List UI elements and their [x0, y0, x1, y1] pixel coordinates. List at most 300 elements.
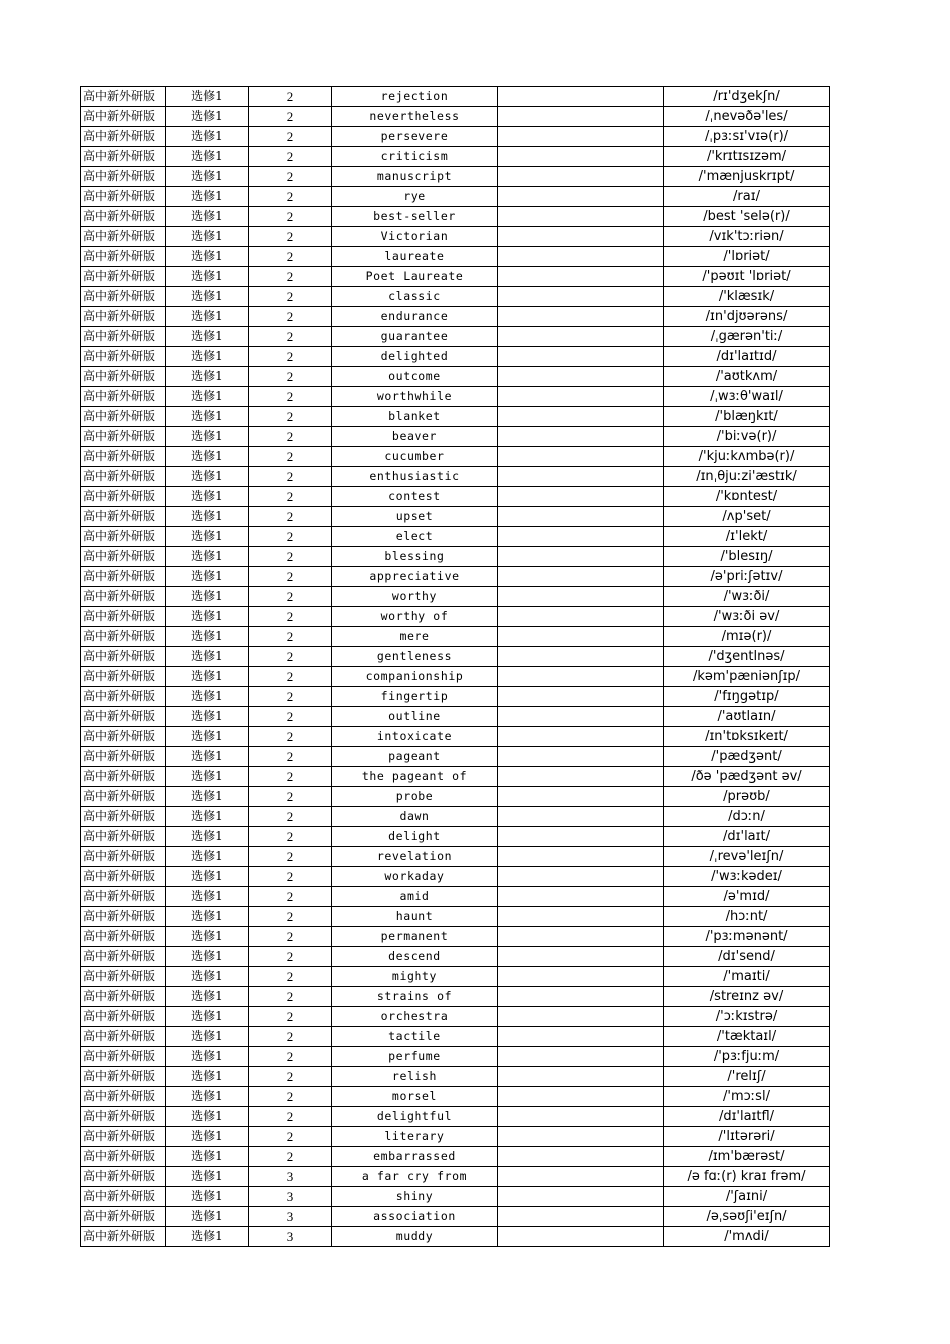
word-cell[interactable]: perfume [332, 1047, 498, 1067]
word-cell[interactable]: outline [332, 707, 498, 727]
edition-cell[interactable]: 高中新外研版 [81, 427, 166, 447]
word-cell[interactable]: elect [332, 527, 498, 547]
edition-cell[interactable]: 高中新外研版 [81, 547, 166, 567]
empty-cell[interactable] [498, 1047, 664, 1067]
empty-cell[interactable] [498, 647, 664, 667]
unit-cell[interactable]: 2 [249, 1127, 332, 1147]
edition-cell[interactable]: 高中新外研版 [81, 367, 166, 387]
word-cell[interactable]: worthwhile [332, 387, 498, 407]
edition-cell[interactable]: 高中新外研版 [81, 207, 166, 227]
phonetic-cell[interactable]: /'relɪʃ/ [664, 1067, 830, 1087]
word-cell[interactable]: descend [332, 947, 498, 967]
unit-cell[interactable]: 2 [249, 1027, 332, 1047]
phonetic-cell[interactable]: /mɪə(r)/ [664, 627, 830, 647]
module-cell[interactable]: 选修1 [166, 607, 249, 627]
module-cell[interactable]: 选修1 [166, 187, 249, 207]
unit-cell[interactable]: 2 [249, 1047, 332, 1067]
edition-cell[interactable]: 高中新外研版 [81, 1027, 166, 1047]
word-cell[interactable]: permanent [332, 927, 498, 947]
empty-cell[interactable] [498, 507, 664, 527]
phonetic-cell[interactable]: /'mʌdi/ [664, 1227, 830, 1247]
empty-cell[interactable] [498, 307, 664, 327]
empty-cell[interactable] [498, 547, 664, 567]
empty-cell[interactable] [498, 1147, 664, 1167]
empty-cell[interactable] [498, 1067, 664, 1087]
phonetic-cell[interactable]: /'krɪtɪsɪzəm/ [664, 147, 830, 167]
word-cell[interactable]: morsel [332, 1087, 498, 1107]
empty-cell[interactable] [498, 587, 664, 607]
edition-cell[interactable]: 高中新外研版 [81, 567, 166, 587]
edition-cell[interactable]: 高中新外研版 [81, 187, 166, 207]
phonetic-cell[interactable]: /'pəʊɪt 'lɒriət/ [664, 267, 830, 287]
empty-cell[interactable] [498, 787, 664, 807]
module-cell[interactable]: 选修1 [166, 427, 249, 447]
word-cell[interactable]: dawn [332, 807, 498, 827]
edition-cell[interactable]: 高中新外研版 [81, 1087, 166, 1107]
edition-cell[interactable]: 高中新外研版 [81, 1147, 166, 1167]
module-cell[interactable]: 选修1 [166, 567, 249, 587]
module-cell[interactable]: 选修1 [166, 787, 249, 807]
empty-cell[interactable] [498, 347, 664, 367]
module-cell[interactable]: 选修1 [166, 807, 249, 827]
unit-cell[interactable]: 2 [249, 327, 332, 347]
module-cell[interactable]: 选修1 [166, 1207, 249, 1227]
module-cell[interactable]: 选修1 [166, 547, 249, 567]
edition-cell[interactable]: 高中新外研版 [81, 1207, 166, 1227]
module-cell[interactable]: 选修1 [166, 387, 249, 407]
word-cell[interactable]: fingertip [332, 687, 498, 707]
module-cell[interactable]: 选修1 [166, 507, 249, 527]
empty-cell[interactable] [498, 87, 664, 107]
module-cell[interactable]: 选修1 [166, 707, 249, 727]
word-cell[interactable]: nevertheless [332, 107, 498, 127]
empty-cell[interactable] [498, 1187, 664, 1207]
empty-cell[interactable] [498, 167, 664, 187]
edition-cell[interactable]: 高中新外研版 [81, 487, 166, 507]
edition-cell[interactable]: 高中新外研版 [81, 727, 166, 747]
module-cell[interactable]: 选修1 [166, 407, 249, 427]
word-cell[interactable]: Victorian [332, 227, 498, 247]
phonetic-cell[interactable]: /prəʊb/ [664, 787, 830, 807]
unit-cell[interactable]: 3 [249, 1187, 332, 1207]
unit-cell[interactable]: 2 [249, 227, 332, 247]
empty-cell[interactable] [498, 187, 664, 207]
empty-cell[interactable] [498, 1127, 664, 1147]
phonetic-cell[interactable]: /'klæsɪk/ [664, 287, 830, 307]
phonetic-cell[interactable]: /dɪ'laɪtɪd/ [664, 347, 830, 367]
phonetic-cell[interactable]: /'aʊtkʌm/ [664, 367, 830, 387]
unit-cell[interactable]: 2 [249, 467, 332, 487]
edition-cell[interactable]: 高中新外研版 [81, 1047, 166, 1067]
module-cell[interactable]: 选修1 [166, 1187, 249, 1207]
edition-cell[interactable]: 高中新外研版 [81, 1127, 166, 1147]
unit-cell[interactable]: 2 [249, 887, 332, 907]
module-cell[interactable]: 选修1 [166, 747, 249, 767]
phonetic-cell[interactable]: /'wɜːkədeɪ/ [664, 867, 830, 887]
phonetic-cell[interactable]: /ə'mɪd/ [664, 887, 830, 907]
empty-cell[interactable] [498, 1207, 664, 1227]
module-cell[interactable]: 选修1 [166, 1047, 249, 1067]
empty-cell[interactable] [498, 367, 664, 387]
word-cell[interactable]: outcome [332, 367, 498, 387]
empty-cell[interactable] [498, 607, 664, 627]
word-cell[interactable]: criticism [332, 147, 498, 167]
word-cell[interactable]: relish [332, 1067, 498, 1087]
edition-cell[interactable]: 高中新外研版 [81, 87, 166, 107]
word-cell[interactable]: the pageant of [332, 767, 498, 787]
edition-cell[interactable]: 高中新外研版 [81, 767, 166, 787]
unit-cell[interactable]: 2 [249, 187, 332, 207]
phonetic-cell[interactable]: /'ʃaɪni/ [664, 1187, 830, 1207]
edition-cell[interactable]: 高中新外研版 [81, 947, 166, 967]
edition-cell[interactable]: 高中新外研版 [81, 287, 166, 307]
phonetic-cell[interactable]: /'lɪtərəri/ [664, 1127, 830, 1147]
word-cell[interactable]: intoxicate [332, 727, 498, 747]
module-cell[interactable]: 选修1 [166, 967, 249, 987]
unit-cell[interactable]: 2 [249, 607, 332, 627]
module-cell[interactable]: 选修1 [166, 287, 249, 307]
empty-cell[interactable] [498, 267, 664, 287]
unit-cell[interactable]: 2 [249, 627, 332, 647]
unit-cell[interactable]: 2 [249, 707, 332, 727]
phonetic-cell[interactable]: /'dʒentlnəs/ [664, 647, 830, 667]
unit-cell[interactable]: 2 [249, 1107, 332, 1127]
unit-cell[interactable]: 2 [249, 267, 332, 287]
module-cell[interactable]: 选修1 [166, 587, 249, 607]
unit-cell[interactable]: 2 [249, 747, 332, 767]
module-cell[interactable]: 选修1 [166, 827, 249, 847]
edition-cell[interactable]: 高中新外研版 [81, 987, 166, 1007]
edition-cell[interactable]: 高中新外研版 [81, 1167, 166, 1187]
phonetic-cell[interactable]: /ˌpɜːsɪ'vɪə(r)/ [664, 127, 830, 147]
edition-cell[interactable]: 高中新外研版 [81, 1187, 166, 1207]
phonetic-cell[interactable]: /'kjuːkʌmbə(r)/ [664, 447, 830, 467]
edition-cell[interactable]: 高中新外研版 [81, 307, 166, 327]
module-cell[interactable]: 选修1 [166, 1147, 249, 1167]
edition-cell[interactable]: 高中新外研版 [81, 847, 166, 867]
module-cell[interactable]: 选修1 [166, 367, 249, 387]
module-cell[interactable]: 选修1 [166, 1087, 249, 1107]
unit-cell[interactable]: 2 [249, 287, 332, 307]
module-cell[interactable]: 选修1 [166, 127, 249, 147]
empty-cell[interactable] [498, 767, 664, 787]
unit-cell[interactable]: 2 [249, 987, 332, 1007]
phonetic-cell[interactable]: /'pædʒənt/ [664, 747, 830, 767]
phonetic-cell[interactable]: /dɪ'laɪtfl/ [664, 1107, 830, 1127]
phonetic-cell[interactable]: /dɔːn/ [664, 807, 830, 827]
unit-cell[interactable]: 2 [249, 427, 332, 447]
unit-cell[interactable]: 2 [249, 967, 332, 987]
module-cell[interactable]: 选修1 [166, 1007, 249, 1027]
unit-cell[interactable]: 3 [249, 1227, 332, 1247]
empty-cell[interactable] [498, 967, 664, 987]
word-cell[interactable]: persevere [332, 127, 498, 147]
word-cell[interactable]: rye [332, 187, 498, 207]
unit-cell[interactable]: 2 [249, 947, 332, 967]
empty-cell[interactable] [498, 887, 664, 907]
word-cell[interactable]: workaday [332, 867, 498, 887]
empty-cell[interactable] [498, 247, 664, 267]
edition-cell[interactable]: 高中新外研版 [81, 387, 166, 407]
empty-cell[interactable] [498, 467, 664, 487]
module-cell[interactable]: 选修1 [166, 627, 249, 647]
module-cell[interactable]: 选修1 [166, 207, 249, 227]
phonetic-cell[interactable]: /dɪ'send/ [664, 947, 830, 967]
edition-cell[interactable]: 高中新外研版 [81, 807, 166, 827]
phonetic-cell[interactable]: /ɪnˌθjuːzi'æstɪk/ [664, 467, 830, 487]
unit-cell[interactable]: 2 [249, 687, 332, 707]
word-cell[interactable]: mighty [332, 967, 498, 987]
phonetic-cell[interactable]: /vɪk'tɔːriən/ [664, 227, 830, 247]
edition-cell[interactable]: 高中新外研版 [81, 267, 166, 287]
unit-cell[interactable]: 2 [249, 787, 332, 807]
module-cell[interactable]: 选修1 [166, 327, 249, 347]
edition-cell[interactable]: 高中新外研版 [81, 527, 166, 547]
module-cell[interactable]: 选修1 [166, 447, 249, 467]
word-cell[interactable]: association [332, 1207, 498, 1227]
word-cell[interactable]: laureate [332, 247, 498, 267]
edition-cell[interactable]: 高中新外研版 [81, 707, 166, 727]
phonetic-cell[interactable]: /ʌp'set/ [664, 507, 830, 527]
word-cell[interactable]: cucumber [332, 447, 498, 467]
edition-cell[interactable]: 高中新外研版 [81, 107, 166, 127]
empty-cell[interactable] [498, 747, 664, 767]
edition-cell[interactable]: 高中新外研版 [81, 1007, 166, 1027]
unit-cell[interactable]: 3 [249, 1207, 332, 1227]
unit-cell[interactable]: 2 [249, 207, 332, 227]
unit-cell[interactable]: 2 [249, 147, 332, 167]
phonetic-cell[interactable]: /'blæŋkɪt/ [664, 407, 830, 427]
module-cell[interactable]: 选修1 [166, 647, 249, 667]
edition-cell[interactable]: 高中新外研版 [81, 627, 166, 647]
unit-cell[interactable]: 2 [249, 1067, 332, 1087]
word-cell[interactable]: amid [332, 887, 498, 907]
phonetic-cell[interactable]: /'mænjuskrɪpt/ [664, 167, 830, 187]
phonetic-cell[interactable]: /ɪ'lekt/ [664, 527, 830, 547]
phonetic-cell[interactable]: /'ɔːkɪstrə/ [664, 1007, 830, 1027]
phonetic-cell[interactable]: /streɪnz əv/ [664, 987, 830, 1007]
phonetic-cell[interactable]: /'pɜːmənənt/ [664, 927, 830, 947]
phonetic-cell[interactable]: /ɪn'djʊərəns/ [664, 307, 830, 327]
unit-cell[interactable]: 2 [249, 867, 332, 887]
edition-cell[interactable]: 高中新外研版 [81, 467, 166, 487]
edition-cell[interactable]: 高中新外研版 [81, 667, 166, 687]
empty-cell[interactable] [498, 1087, 664, 1107]
phonetic-cell[interactable]: /'wɜːði/ [664, 587, 830, 607]
module-cell[interactable]: 选修1 [166, 107, 249, 127]
module-cell[interactable]: 选修1 [166, 1107, 249, 1127]
word-cell[interactable]: shiny [332, 1187, 498, 1207]
edition-cell[interactable]: 高中新外研版 [81, 327, 166, 347]
empty-cell[interactable] [498, 987, 664, 1007]
phonetic-cell[interactable]: /ɪm'bærəst/ [664, 1147, 830, 1167]
module-cell[interactable]: 选修1 [166, 727, 249, 747]
empty-cell[interactable] [498, 147, 664, 167]
empty-cell[interactable] [498, 1167, 664, 1187]
empty-cell[interactable] [498, 407, 664, 427]
unit-cell[interactable]: 2 [249, 1007, 332, 1027]
unit-cell[interactable]: 2 [249, 87, 332, 107]
edition-cell[interactable]: 高中新外研版 [81, 927, 166, 947]
module-cell[interactable]: 选修1 [166, 687, 249, 707]
empty-cell[interactable] [498, 1027, 664, 1047]
word-cell[interactable]: enthusiastic [332, 467, 498, 487]
empty-cell[interactable] [498, 707, 664, 727]
edition-cell[interactable]: 高中新外研版 [81, 147, 166, 167]
word-cell[interactable]: upset [332, 507, 498, 527]
unit-cell[interactable]: 2 [249, 547, 332, 567]
unit-cell[interactable]: 2 [249, 907, 332, 927]
phonetic-cell[interactable]: /'blesɪŋ/ [664, 547, 830, 567]
module-cell[interactable]: 选修1 [166, 167, 249, 187]
module-cell[interactable]: 选修1 [166, 147, 249, 167]
word-cell[interactable]: contest [332, 487, 498, 507]
module-cell[interactable]: 选修1 [166, 1067, 249, 1087]
word-cell[interactable]: delightful [332, 1107, 498, 1127]
empty-cell[interactable] [498, 847, 664, 867]
word-cell[interactable]: beaver [332, 427, 498, 447]
module-cell[interactable]: 选修1 [166, 1167, 249, 1187]
module-cell[interactable]: 选修1 [166, 767, 249, 787]
edition-cell[interactable]: 高中新外研版 [81, 647, 166, 667]
phonetic-cell[interactable]: /ɪn'tɒksɪkeɪt/ [664, 727, 830, 747]
phonetic-cell[interactable]: /rɪ'dʒekʃn/ [664, 87, 830, 107]
edition-cell[interactable]: 高中新外研版 [81, 447, 166, 467]
word-cell[interactable]: endurance [332, 307, 498, 327]
phonetic-cell[interactable]: /'lɒriət/ [664, 247, 830, 267]
word-cell[interactable]: delighted [332, 347, 498, 367]
unit-cell[interactable]: 2 [249, 107, 332, 127]
empty-cell[interactable] [498, 207, 664, 227]
word-cell[interactable]: mere [332, 627, 498, 647]
module-cell[interactable]: 选修1 [166, 267, 249, 287]
empty-cell[interactable] [498, 487, 664, 507]
edition-cell[interactable]: 高中新外研版 [81, 887, 166, 907]
unit-cell[interactable]: 2 [249, 647, 332, 667]
unit-cell[interactable]: 2 [249, 447, 332, 467]
module-cell[interactable]: 选修1 [166, 307, 249, 327]
phonetic-cell[interactable]: /raɪ/ [664, 187, 830, 207]
word-cell[interactable]: embarrassed [332, 1147, 498, 1167]
edition-cell[interactable]: 高中新外研版 [81, 587, 166, 607]
word-cell[interactable]: worthy of [332, 607, 498, 627]
phonetic-cell[interactable]: /dɪ'laɪt/ [664, 827, 830, 847]
phonetic-cell[interactable]: /'maɪti/ [664, 967, 830, 987]
unit-cell[interactable]: 2 [249, 767, 332, 787]
empty-cell[interactable] [498, 1227, 664, 1247]
empty-cell[interactable] [498, 127, 664, 147]
edition-cell[interactable]: 高中新外研版 [81, 507, 166, 527]
unit-cell[interactable]: 2 [249, 347, 332, 367]
phonetic-cell[interactable]: /ə fɑː(r) kraɪ frəm/ [664, 1167, 830, 1187]
unit-cell[interactable]: 2 [249, 487, 332, 507]
module-cell[interactable]: 选修1 [166, 1227, 249, 1247]
edition-cell[interactable]: 高中新外研版 [81, 867, 166, 887]
word-cell[interactable]: tactile [332, 1027, 498, 1047]
empty-cell[interactable] [498, 287, 664, 307]
edition-cell[interactable]: 高中新外研版 [81, 827, 166, 847]
module-cell[interactable]: 选修1 [166, 487, 249, 507]
phonetic-cell[interactable]: /'tæktaɪl/ [664, 1027, 830, 1047]
unit-cell[interactable]: 2 [249, 527, 332, 547]
phonetic-cell[interactable]: /'fɪŋgətɪp/ [664, 687, 830, 707]
word-cell[interactable]: manuscript [332, 167, 498, 187]
word-cell[interactable]: literary [332, 1127, 498, 1147]
module-cell[interactable]: 选修1 [166, 467, 249, 487]
word-cell[interactable]: companionship [332, 667, 498, 687]
module-cell[interactable]: 选修1 [166, 867, 249, 887]
unit-cell[interactable]: 2 [249, 167, 332, 187]
empty-cell[interactable] [498, 687, 664, 707]
unit-cell[interactable]: 2 [249, 1087, 332, 1107]
empty-cell[interactable] [498, 627, 664, 647]
phonetic-cell[interactable]: /əˌsəʊʃi'eɪʃn/ [664, 1207, 830, 1227]
empty-cell[interactable] [498, 327, 664, 347]
word-cell[interactable]: blessing [332, 547, 498, 567]
word-cell[interactable]: muddy [332, 1227, 498, 1247]
word-cell[interactable]: haunt [332, 907, 498, 927]
module-cell[interactable]: 选修1 [166, 947, 249, 967]
edition-cell[interactable]: 高中新外研版 [81, 247, 166, 267]
empty-cell[interactable] [498, 807, 664, 827]
phonetic-cell[interactable]: /ˌnevəðə'les/ [664, 107, 830, 127]
unit-cell[interactable]: 2 [249, 847, 332, 867]
empty-cell[interactable] [498, 1107, 664, 1127]
unit-cell[interactable]: 3 [249, 1167, 332, 1187]
word-cell[interactable]: probe [332, 787, 498, 807]
module-cell[interactable]: 选修1 [166, 1027, 249, 1047]
empty-cell[interactable] [498, 387, 664, 407]
unit-cell[interactable]: 2 [249, 727, 332, 747]
empty-cell[interactable] [498, 427, 664, 447]
empty-cell[interactable] [498, 867, 664, 887]
module-cell[interactable]: 选修1 [166, 847, 249, 867]
word-cell[interactable]: classic [332, 287, 498, 307]
unit-cell[interactable]: 2 [249, 507, 332, 527]
unit-cell[interactable]: 2 [249, 567, 332, 587]
module-cell[interactable]: 选修1 [166, 87, 249, 107]
word-cell[interactable]: a far cry from [332, 1167, 498, 1187]
module-cell[interactable]: 选修1 [166, 227, 249, 247]
edition-cell[interactable]: 高中新外研版 [81, 907, 166, 927]
word-cell[interactable]: delight [332, 827, 498, 847]
phonetic-cell[interactable]: /ˌrevə'leɪʃn/ [664, 847, 830, 867]
module-cell[interactable]: 选修1 [166, 987, 249, 1007]
edition-cell[interactable]: 高中新外研版 [81, 687, 166, 707]
module-cell[interactable]: 选修1 [166, 527, 249, 547]
phonetic-cell[interactable]: /best 'selə(r)/ [664, 207, 830, 227]
empty-cell[interactable] [498, 667, 664, 687]
edition-cell[interactable]: 高中新外研版 [81, 227, 166, 247]
word-cell[interactable]: pageant [332, 747, 498, 767]
word-cell[interactable]: orchestra [332, 1007, 498, 1027]
edition-cell[interactable]: 高中新外研版 [81, 1107, 166, 1127]
phonetic-cell[interactable]: /'pɜːfjuːm/ [664, 1047, 830, 1067]
word-cell[interactable]: blanket [332, 407, 498, 427]
module-cell[interactable]: 选修1 [166, 347, 249, 367]
empty-cell[interactable] [498, 567, 664, 587]
unit-cell[interactable]: 2 [249, 827, 332, 847]
word-cell[interactable]: guarantee [332, 327, 498, 347]
empty-cell[interactable] [498, 727, 664, 747]
word-cell[interactable]: rejection [332, 87, 498, 107]
module-cell[interactable]: 选修1 [166, 907, 249, 927]
phonetic-cell[interactable]: /'wɜːði əv/ [664, 607, 830, 627]
word-cell[interactable]: revelation [332, 847, 498, 867]
unit-cell[interactable]: 2 [249, 127, 332, 147]
empty-cell[interactable] [498, 527, 664, 547]
phonetic-cell[interactable]: /'biːvə(r)/ [664, 427, 830, 447]
